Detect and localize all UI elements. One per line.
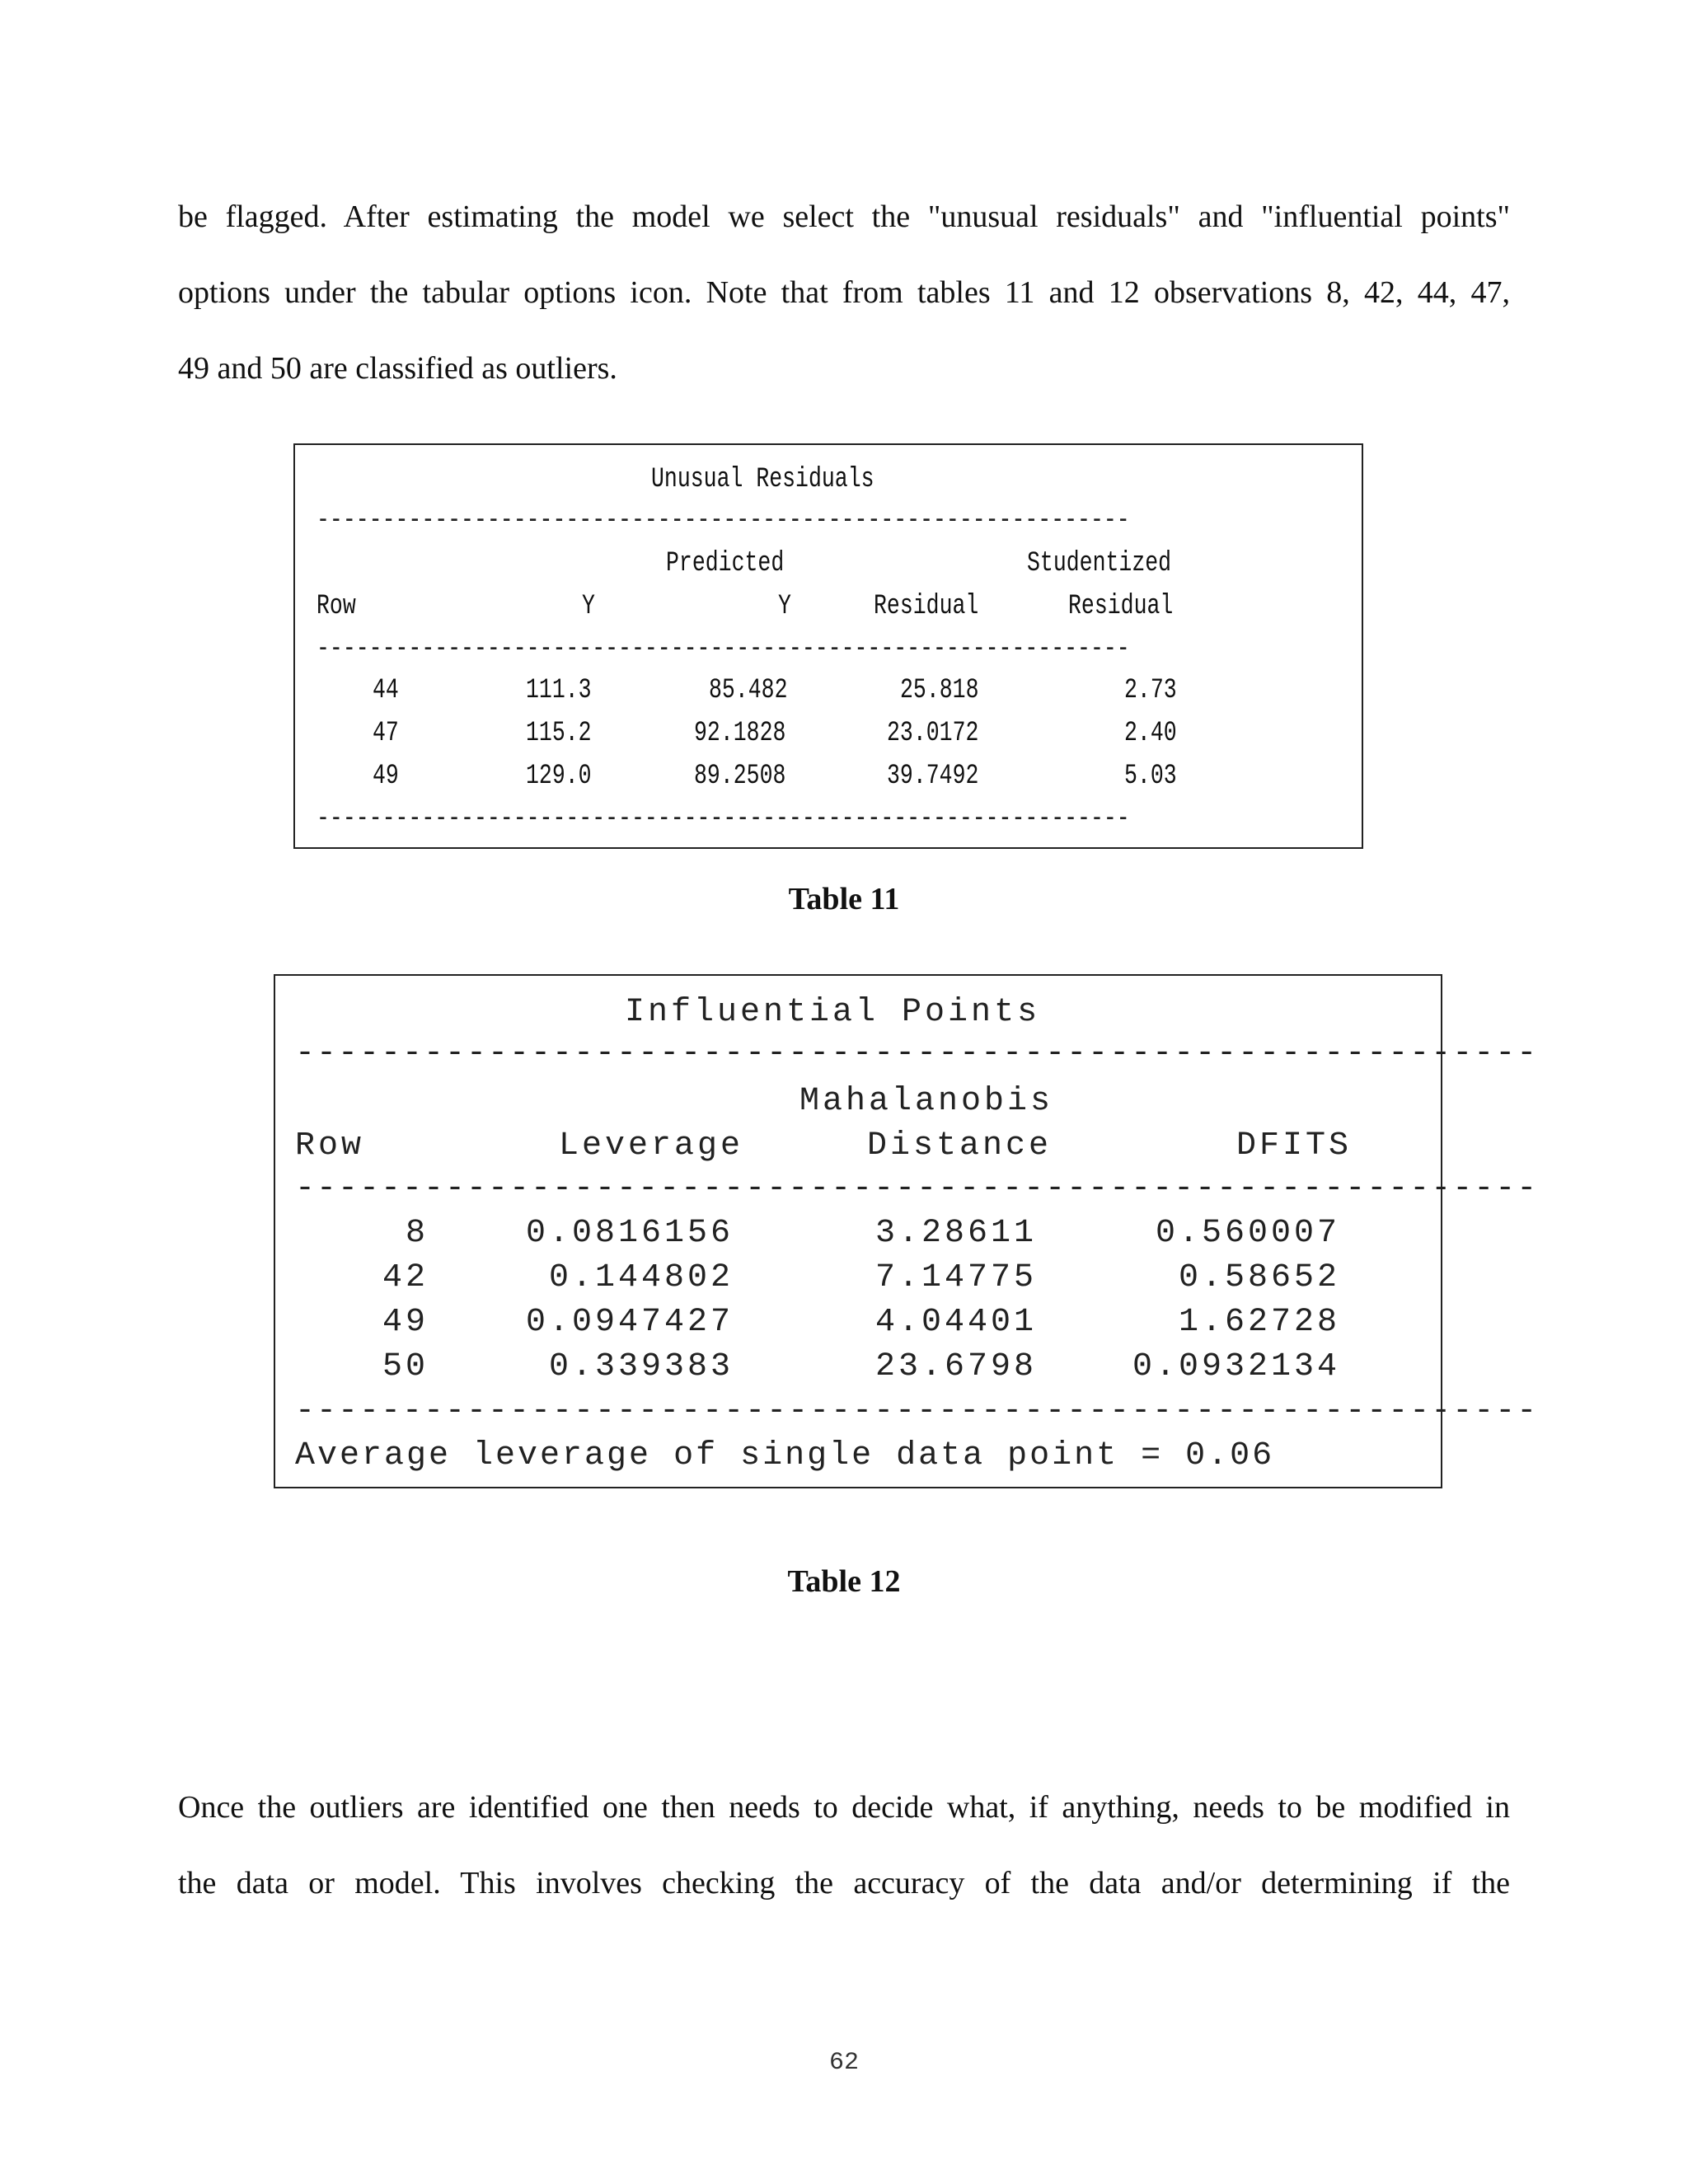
cell-row: 49 xyxy=(373,761,399,792)
divider: -------------------------------------------------------------- xyxy=(316,804,1130,835)
cell-row: 50 xyxy=(382,1348,429,1385)
header-predicted: Predicted xyxy=(666,548,785,579)
cell-leverage: 0.339383 xyxy=(548,1348,734,1385)
cell-dfits: 0.0932134 xyxy=(1132,1348,1340,1385)
cell-dfits: 1.62728 xyxy=(1178,1304,1340,1341)
cell-predicted: 89.2508 xyxy=(694,761,786,792)
header-y: Y xyxy=(582,591,595,622)
table-12-caption: Table 12 xyxy=(787,1564,901,1599)
divider: ---------------------------------------------------------- xyxy=(295,1035,1539,1072)
header-mahalanobis: Mahalanobis xyxy=(799,1083,1054,1120)
header-predicted-y: Y xyxy=(778,591,791,622)
cell-y: 111.3 xyxy=(526,675,592,706)
cell-studentized: 2.40 xyxy=(1124,718,1177,749)
cell-row: 49 xyxy=(382,1304,429,1341)
cell-row: 44 xyxy=(373,675,399,706)
cell-leverage: 0.0816156 xyxy=(525,1215,734,1252)
table-12-footer: Average leverage of single data point = 0.06 xyxy=(295,1437,1275,1474)
header-residual: Residual xyxy=(874,591,979,622)
text-line: the data or model. This involves checking the accuracy of the data and/or determining if the xyxy=(178,1866,1510,1900)
page-number: 62 xyxy=(828,2049,859,2077)
cell-predicted: 85.482 xyxy=(709,675,788,706)
cell-studentized: 2.73 xyxy=(1124,675,1177,706)
cell-studentized: 5.03 xyxy=(1124,761,1177,792)
table-11-caption: Table 11 xyxy=(788,882,900,916)
cell-distance: 4.04401 xyxy=(874,1304,1037,1341)
cell-residual: 39.7492 xyxy=(887,761,979,792)
divider: -------------------------------------------------------------- xyxy=(316,634,1130,665)
cell-dfits: 0.58652 xyxy=(1178,1259,1340,1296)
cell-row: 8 xyxy=(405,1215,429,1252)
text-line: Once the outliers are identified one then needs to decide what, if anything, needs to be modified in xyxy=(178,1790,1510,1825)
cell-distance: 23.6798 xyxy=(874,1348,1037,1385)
cell-row: 42 xyxy=(382,1259,429,1296)
header-distance: Distance xyxy=(867,1127,1053,1165)
header-dfits: DFITS xyxy=(1236,1127,1353,1165)
header-row: Row xyxy=(295,1127,365,1165)
text-line: be flagged. After estimating the model we select the "unusual residuals" and "influential points" xyxy=(178,199,1510,234)
cell-row: 47 xyxy=(373,718,399,749)
text-line: options under the tabular options icon. Note that from tables 11 and 12 observations 8, 42, 44, 47, xyxy=(178,275,1510,310)
header-studentized: Studentized xyxy=(1027,548,1172,579)
divider: -------------------------------------------------------------- xyxy=(316,505,1130,537)
divider: ---------------------------------------------------------- xyxy=(295,1170,1539,1207)
cell-leverage: 0.144802 xyxy=(548,1259,734,1296)
cell-y: 115.2 xyxy=(526,718,592,749)
header-row: Row xyxy=(316,591,356,622)
table-11-title: Unusual Residuals xyxy=(651,464,874,495)
text-line: 49 and 50 are classified as outliers. xyxy=(178,351,617,386)
cell-residual: 23.0172 xyxy=(887,718,979,749)
cell-y: 129.0 xyxy=(526,761,592,792)
cell-residual: 25.818 xyxy=(900,675,979,706)
divider: ---------------------------------------------------------- xyxy=(295,1393,1539,1430)
cell-dfits: 0.560007 xyxy=(1155,1215,1340,1252)
header-leverage: Leverage xyxy=(559,1127,744,1165)
cell-distance: 3.28611 xyxy=(874,1215,1037,1252)
header-studentized-residual: Residual xyxy=(1068,591,1174,622)
cell-predicted: 92.1828 xyxy=(694,718,786,749)
cell-leverage: 0.0947427 xyxy=(525,1304,734,1341)
cell-distance: 7.14775 xyxy=(874,1259,1037,1296)
table-12-title: Influential Points xyxy=(625,994,1041,1031)
